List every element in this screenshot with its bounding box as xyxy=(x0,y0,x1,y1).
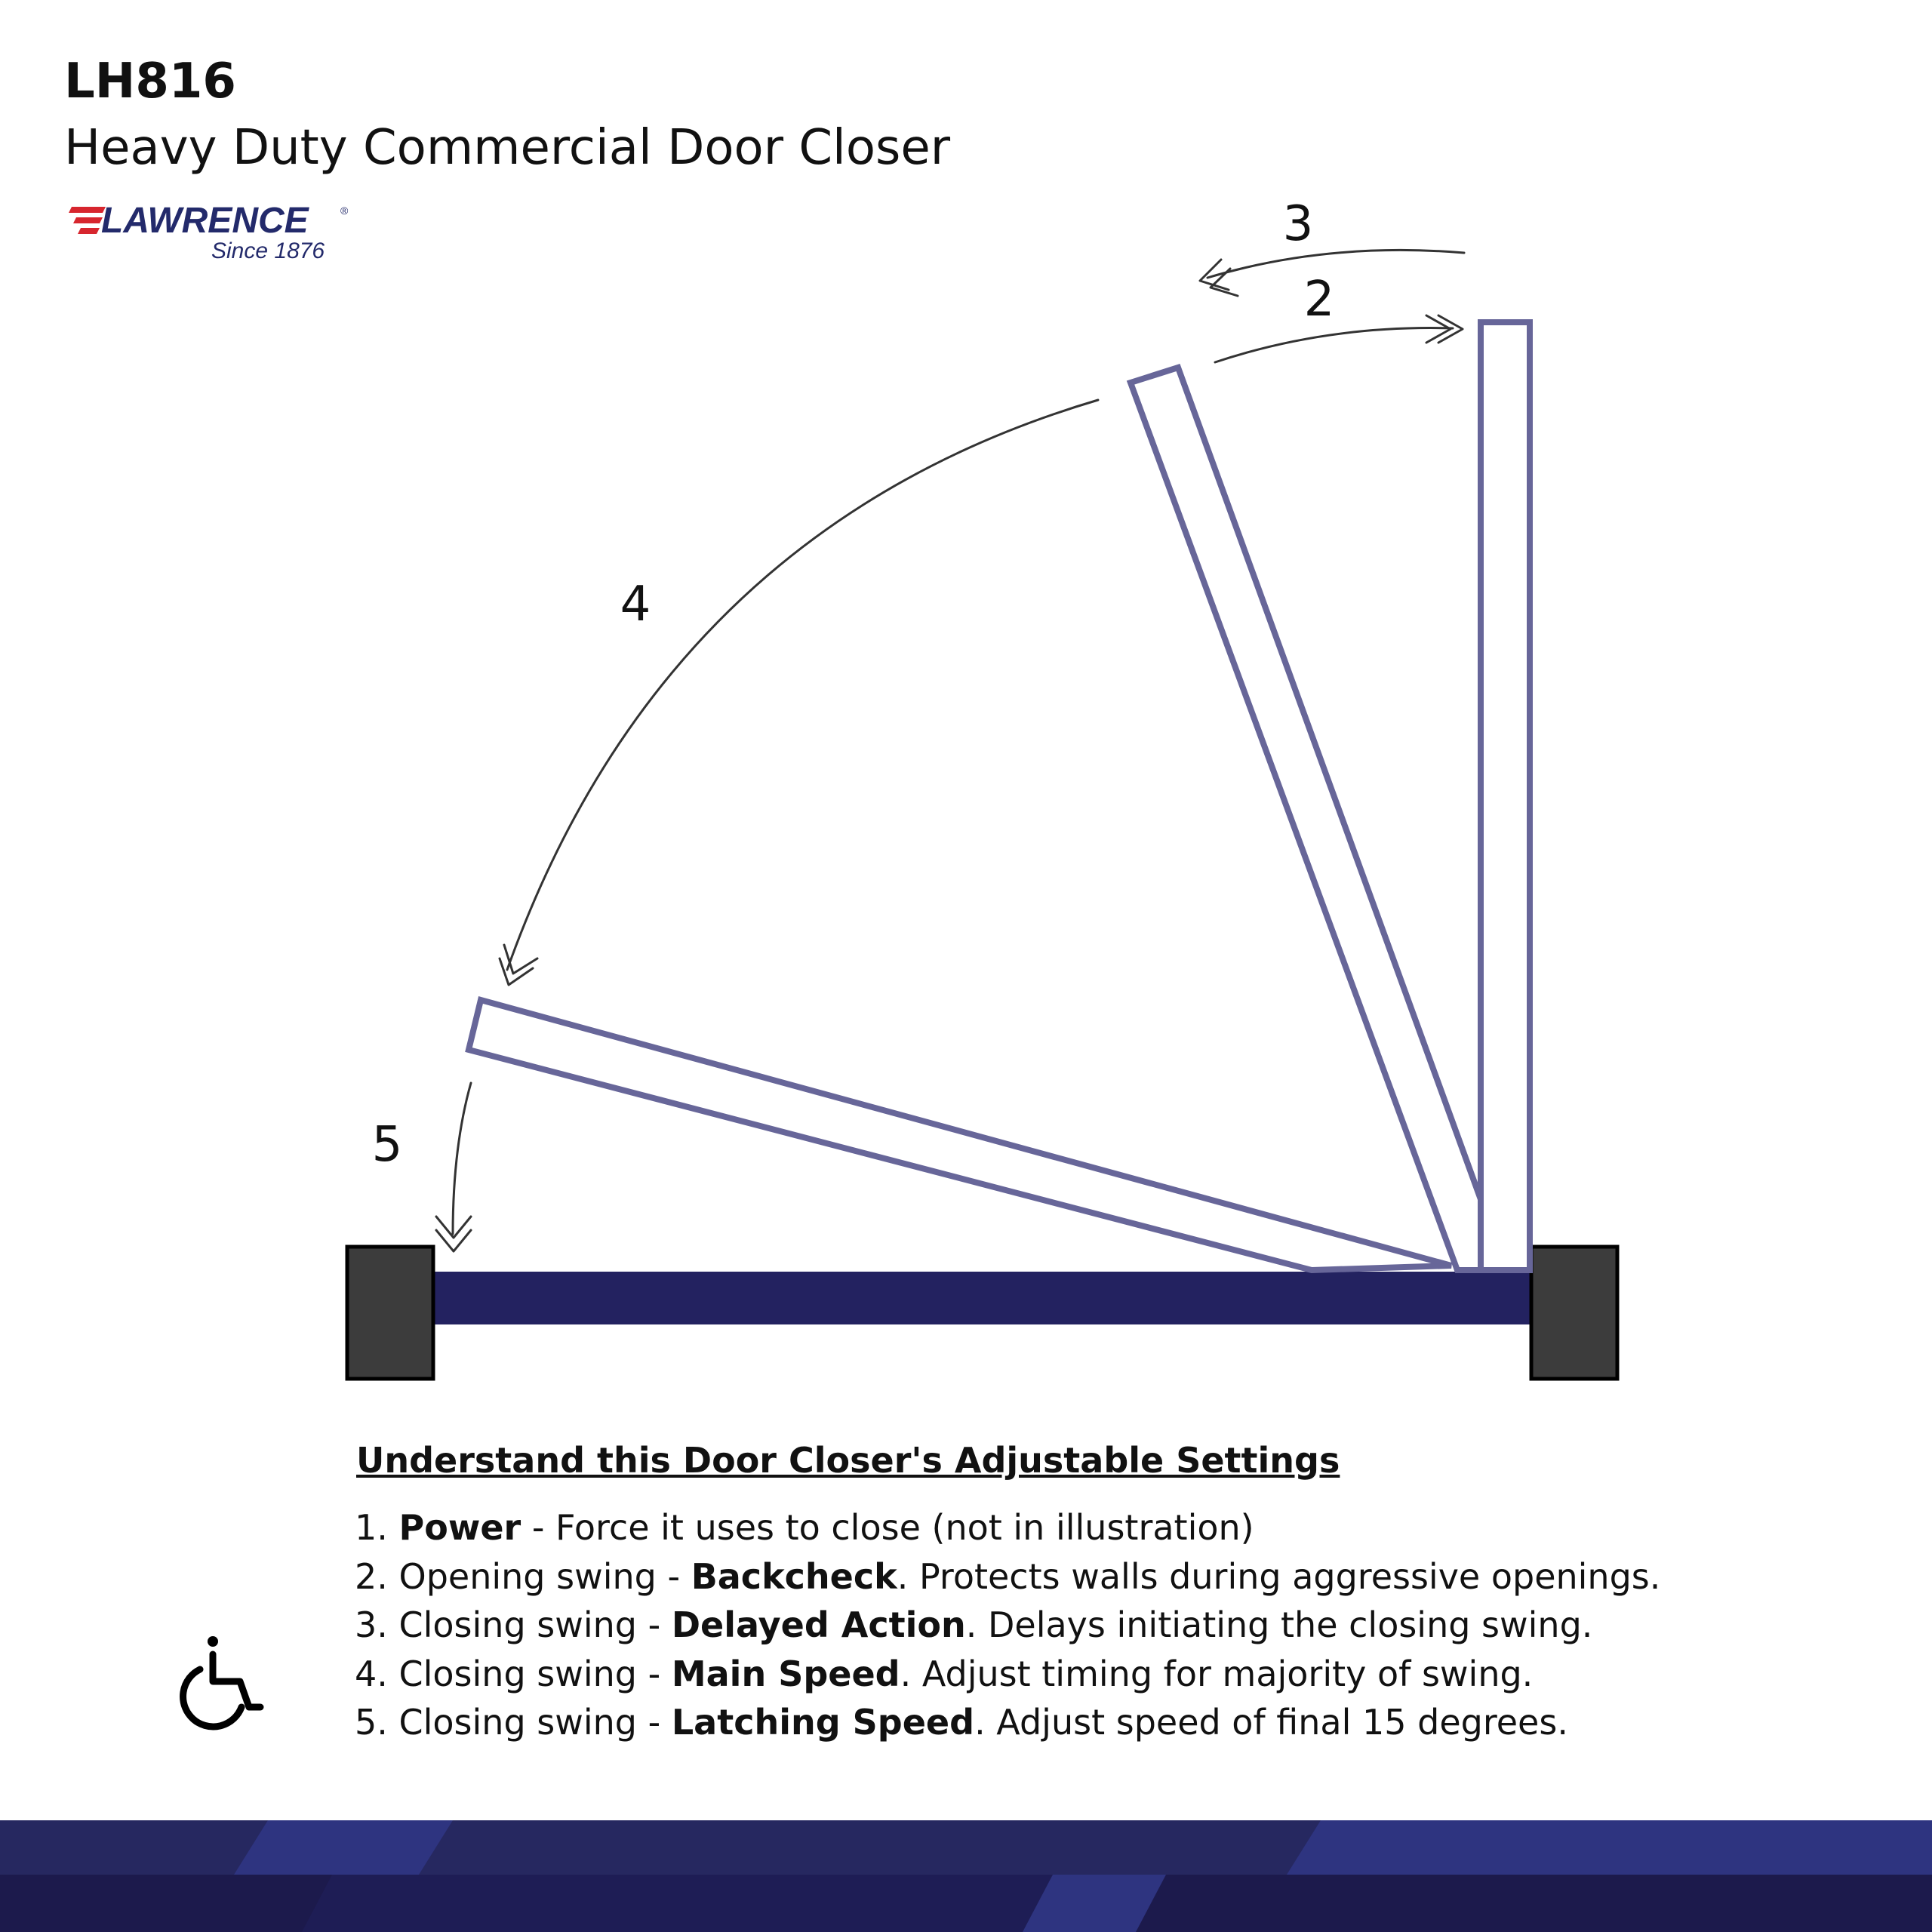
item-number: 2. xyxy=(355,1555,399,1597)
item-number: 1. xyxy=(355,1507,399,1548)
arc-latching-speed xyxy=(453,1083,471,1234)
item-term: Main Speed xyxy=(671,1653,900,1694)
label-main-speed: 4 xyxy=(620,577,651,632)
setting-item-latching-speed xyxy=(355,1698,1713,1747)
settings-list xyxy=(355,1503,1713,1747)
arc-backcheck-opening xyxy=(1215,328,1453,362)
threshold xyxy=(434,1272,1536,1324)
item-term: Backcheck xyxy=(691,1555,897,1597)
left-jamb xyxy=(347,1247,433,1379)
item-number: 4. xyxy=(355,1653,399,1694)
item-description: . Adjust timing for majority of swing. xyxy=(900,1653,1534,1694)
item-term: Power xyxy=(398,1507,521,1548)
arrow-head-delayed-action xyxy=(1200,260,1238,296)
item-prefix: Opening swing - xyxy=(398,1555,691,1597)
footer-band xyxy=(0,1820,1932,1932)
setting-item-delayed-action xyxy=(355,1601,1713,1650)
label-delayed-action: 3 xyxy=(1282,196,1314,252)
logo-stripes xyxy=(69,207,106,234)
arc-main-speed xyxy=(507,400,1098,970)
item-term: Latching Speed xyxy=(671,1702,975,1743)
settings-legend xyxy=(355,1440,1713,1747)
brand-name: LAWRENCE xyxy=(101,201,309,241)
model-number: LH816 xyxy=(64,54,236,109)
item-description: . Adjust speed of final 15 degrees. xyxy=(974,1702,1568,1743)
product-title: Heavy Duty Commercial Door Closer xyxy=(64,120,950,176)
lawrence-logo xyxy=(69,201,349,263)
item-prefix: Closing swing - xyxy=(398,1702,672,1743)
setting-item-backcheck xyxy=(355,1552,1713,1601)
arc-delayed-action xyxy=(1208,250,1464,278)
setting-item-power xyxy=(355,1503,1713,1552)
label-latching-speed: 5 xyxy=(371,1117,403,1173)
door-latching-position xyxy=(469,1000,1451,1270)
item-number: 5. xyxy=(355,1702,399,1743)
label-backcheck: 2 xyxy=(1303,272,1335,328)
item-prefix: Closing swing - xyxy=(398,1653,672,1694)
item-prefix: Closing swing - xyxy=(398,1604,672,1645)
brand-tagline: Since 1876 xyxy=(211,238,325,263)
door-full-open-position xyxy=(1481,322,1530,1270)
item-number: 3. xyxy=(355,1604,399,1645)
brand-mark: ® xyxy=(340,205,349,217)
arrow-head-main-speed xyxy=(500,945,537,985)
right-jamb xyxy=(1531,1247,1617,1379)
wheelchair-icon xyxy=(183,1636,260,1727)
door-mid-open-position xyxy=(1131,368,1481,1270)
setting-item-main-speed xyxy=(355,1650,1713,1699)
item-description: . Protects walls during aggressive openings. xyxy=(897,1555,1661,1597)
item-description: - Force it uses to close (not in illustration) xyxy=(521,1507,1254,1548)
legend-heading: Understand this Door Closer's Adjustable Settings xyxy=(356,1440,1340,1481)
item-term: Delayed Action xyxy=(671,1604,966,1645)
item-description: . Delays initiating the closing swing. xyxy=(965,1604,1593,1645)
